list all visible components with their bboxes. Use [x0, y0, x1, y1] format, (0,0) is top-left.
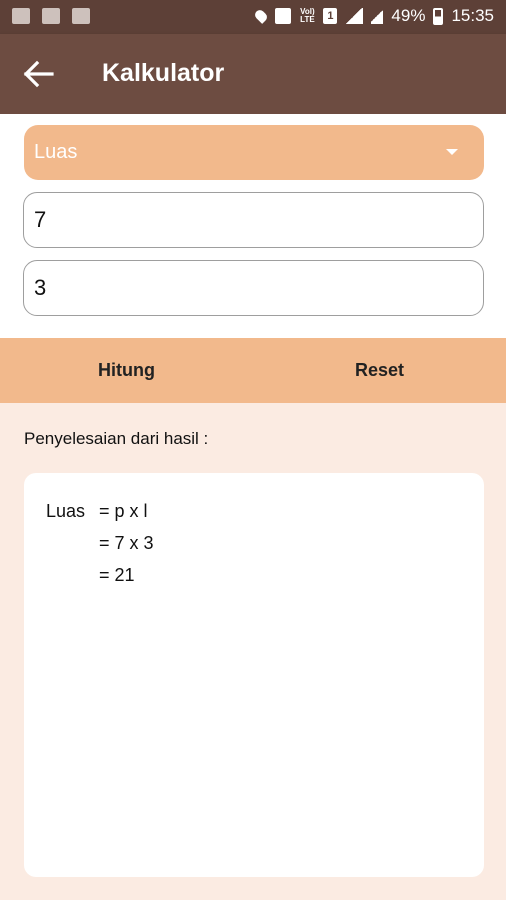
result-card [24, 473, 484, 877]
status-bar [0, 0, 506, 34]
mail-icon [72, 8, 90, 24]
signal-icon [345, 8, 363, 24]
result-variable-name: Luas [46, 501, 86, 521]
form-area [0, 114, 506, 338]
volte-indicator: Vol) LTE [300, 7, 315, 24]
result-step-formula: = p x l [99, 501, 148, 521]
notification-icons [12, 8, 90, 24]
formula-dropdown[interactable] [24, 125, 484, 180]
length-input[interactable] [23, 192, 484, 248]
result-step-answer: = 21 [99, 565, 135, 585]
result-step-substitution: = 7 x 3 [99, 533, 154, 553]
gallery-icon [12, 8, 30, 24]
battery-percent: 49% [391, 6, 426, 25]
caret-down-icon [446, 149, 458, 155]
reset-button[interactable]: Reset [354, 360, 405, 380]
sim-indicator: 1 [323, 8, 337, 24]
back-button[interactable] [22, 58, 58, 90]
dropdown-selected-value: Luas [34, 141, 78, 163]
width-input[interactable] [23, 260, 484, 316]
mute-icon [275, 8, 291, 24]
page-title: Kalkulator [102, 59, 225, 87]
location-icon [254, 8, 270, 24]
clock: 15:35 [451, 6, 494, 25]
system-icons [255, 6, 494, 26]
arrow-left-icon [22, 58, 58, 90]
calculate-button[interactable]: Hitung [98, 360, 155, 380]
battery-icon [433, 8, 443, 25]
button-bar [0, 338, 506, 403]
signal-icon-2 [371, 8, 383, 24]
chart-app-icon [42, 8, 60, 24]
app-bar [0, 34, 506, 114]
result-heading: Penyelesaian dari hasil : [24, 429, 209, 448]
